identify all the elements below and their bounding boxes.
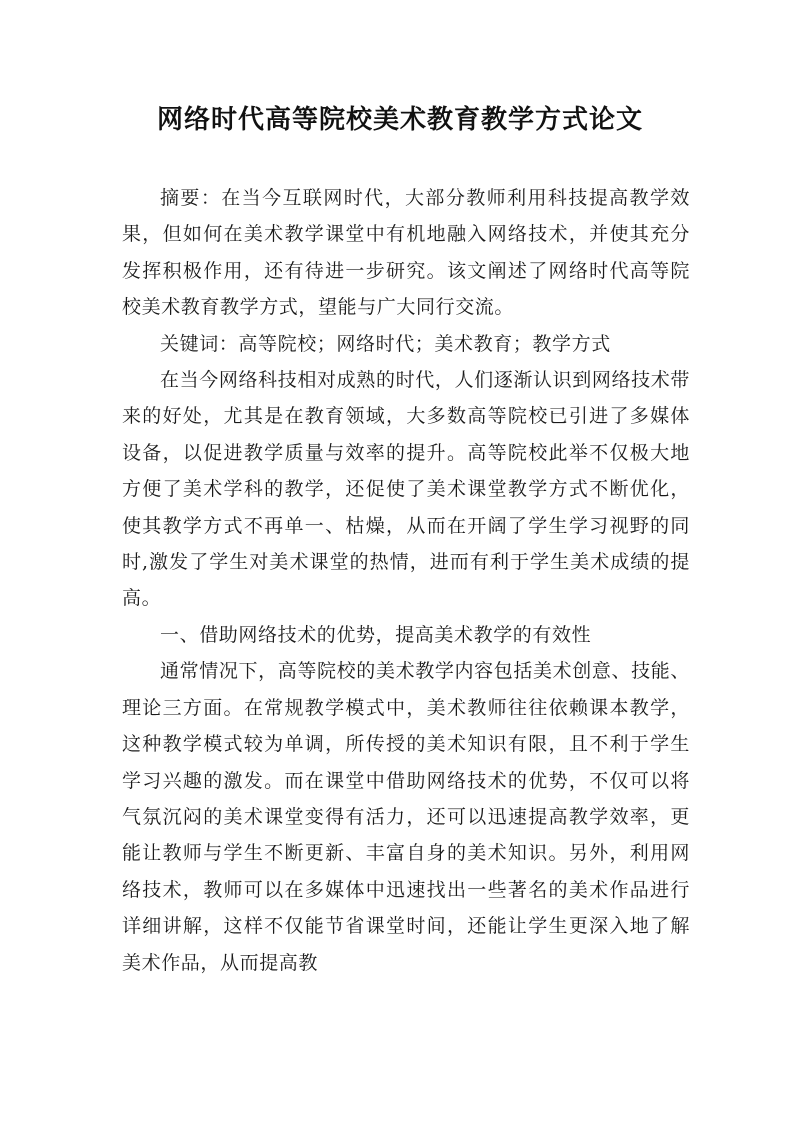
section-paragraph: 通常情况下，高等院校的美术教学内容包括美术创意、技能、理论三方面。在常规教学模式中，美术教师往往依赖课本教学，这种教学模式较为单调，所传授的美术知识有限，且不利于学生学习兴趣的激发。而在课堂中借助网络技术的优势，不仅可以将气氛沉闷的美术课堂变得有活力，还可以迅速提高教学效率，更能让教师与学生不断更新、丰富自身的美术知识。另外，利用网络技术，教师可以在多媒体中迅速找出一些著名的美术作品进行详细讲解，这样不仅能节省课堂时间，还能让学生更深入地了解美术作品，从而提高教 — [122, 660, 690, 974]
document-body — [122, 180, 690, 981]
section-heading: 一、借助网络技术的优势，提高美术教学的有效性 — [160, 623, 592, 646]
document-title: 网络时代高等院校美术教育教学方式论文 — [156, 105, 643, 135]
keywords-paragraph: 关键词：高等院校；网络时代；美术教育；教学方式 — [160, 332, 611, 355]
intro-paragraph: 在当今网络科技相对成熟的时代，人们逐渐认识到网络技术带来的好处，尤其是在教育领域，大多数高等院校已引进了多媒体设备，以促进教学质量与效率的提升。高等院校此举不仅极大地方便了美术学科的教学，还促使了美术课堂教学方式不断优化，使其教学方式不再单一、枯燥，从而在开阔了学生学习视野的同时,激发了学生对美术课堂的热情，进而有利于学生美术成绩的提高。 — [122, 369, 690, 610]
abstract-paragraph: 摘要：在当今互联网时代，大部分教师利用科技提高教学效果，但如何在美术教学课堂中有机地融入网络技术，并使其充分发挥积极作用，还有待进一步研究。该文阐述了网络时代高等院校美术教育教学方式，望能与广大同行交流。 — [122, 187, 690, 319]
